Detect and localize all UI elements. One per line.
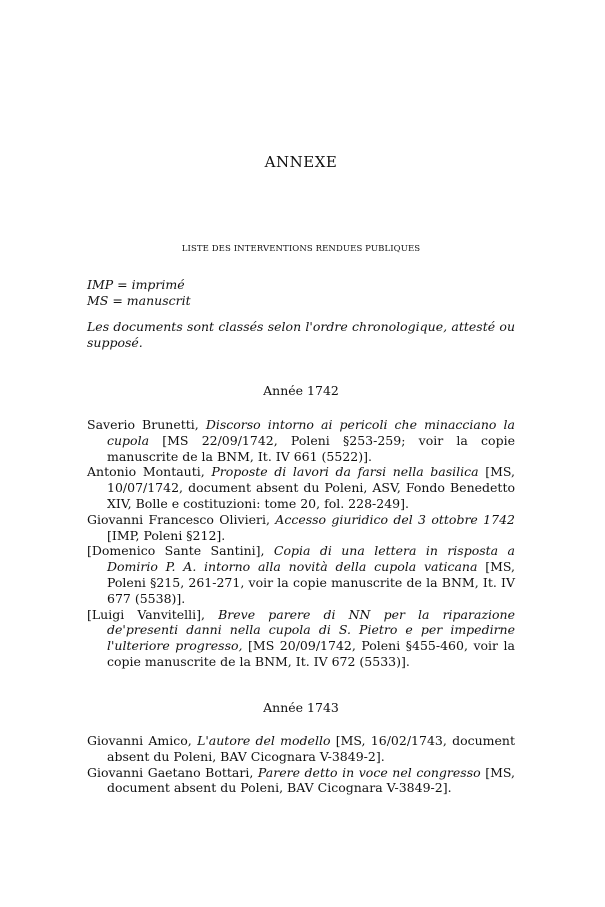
entry-work-title: Proposte di lavori da farsi nella basilica	[211, 464, 479, 480]
entry-work-title: L'autore del modello	[197, 733, 331, 748]
section-year-heading: Année 1742	[263, 383, 339, 398]
entry-reference: [MS, 16/02/1743, document absent du Poleni, BAV Cicognara V-3849-2].	[107, 733, 516, 764]
entry-reference: [MS, document absent du Poleni, BAV Cicognara V-3849-2].	[107, 764, 515, 796]
bibliography-list	[87, 733, 515, 796]
entry-reference: [MS 22/09/1742, Poleni §253-259; voir la copie manuscrite de la BNM, It. IV 661 (5522)].	[107, 432, 515, 464]
entry-work-title: Accesso giuridico del 3 ottobre 1742	[275, 511, 515, 527]
entry-author: Saverio Brunetti,	[87, 417, 206, 432]
bibliography-entry	[87, 765, 515, 797]
legend-ms: MS = manuscrit	[87, 293, 191, 308]
entry-author: [Luigi Vanvitelli],	[87, 606, 219, 622]
entry-author: [Domenico Sante Santini],	[87, 543, 274, 559]
bibliography-list	[87, 417, 515, 670]
legend-note: Les documents sont classés selon l'ordre chronologique, attesté ou supposé.	[87, 319, 515, 350]
entry-author: Giovanni Gaetano Bottari,	[87, 764, 258, 780]
bibliography-entry	[87, 512, 515, 544]
bibliography-entry	[87, 543, 515, 606]
entry-author: Giovanni Francesco Olivieri,	[87, 511, 276, 527]
entry-reference: [MS, Poleni §215, 261-271, voir la copie manuscrite de la BNM, It. IV 677 (5538)].	[107, 559, 515, 606]
legend-imp: IMP = imprimé	[87, 277, 185, 292]
page-subtitle: LISTE DES INTERVENTIONS RENDUES PUBLIQUES	[181, 244, 421, 254]
entry-reference: [MS, 10/07/1742, document absent du Poleni, ASV, Fondo Benedetto XIV, Bolle e costituzioni: tome 20, fol. 228-249].	[107, 464, 515, 511]
entry-author: Antonio Montauti,	[87, 464, 212, 480]
entry-reference: [IMP, Poleni §212].	[107, 527, 226, 543]
entry-work-title: Discorso intorno ai pericoli che minacciano la cupola	[107, 417, 515, 448]
bibliography-entry	[87, 733, 515, 765]
bibliography-entry	[87, 464, 515, 511]
entry-author: Giovanni Amico,	[87, 733, 198, 748]
document-page	[87, 0, 515, 907]
entry-reference: [MS 20/09/1742, Poleni §455-460, voir la copie manuscrite de la BNM, It. IV 672 (5533)].	[107, 638, 515, 669]
abbreviation-legend	[87, 277, 515, 351]
entry-work-title: Breve parere di NN per la riparazione de'presenti danni nella cupola di S. Pietro e per impedirne l'ulteriore progresso,	[107, 606, 515, 654]
section-year-heading: Année 1743	[263, 700, 339, 715]
bibliography-entry	[87, 417, 515, 464]
entry-work-title: Parere detto in voce nel congresso	[257, 764, 481, 780]
bibliography-entry	[87, 607, 515, 670]
entry-work-title: Copia di una lettera in risposta a Domirio P. A. intorno alla novità della cupola vaticana	[107, 543, 515, 575]
page-title: ANNEXE	[264, 153, 338, 171]
